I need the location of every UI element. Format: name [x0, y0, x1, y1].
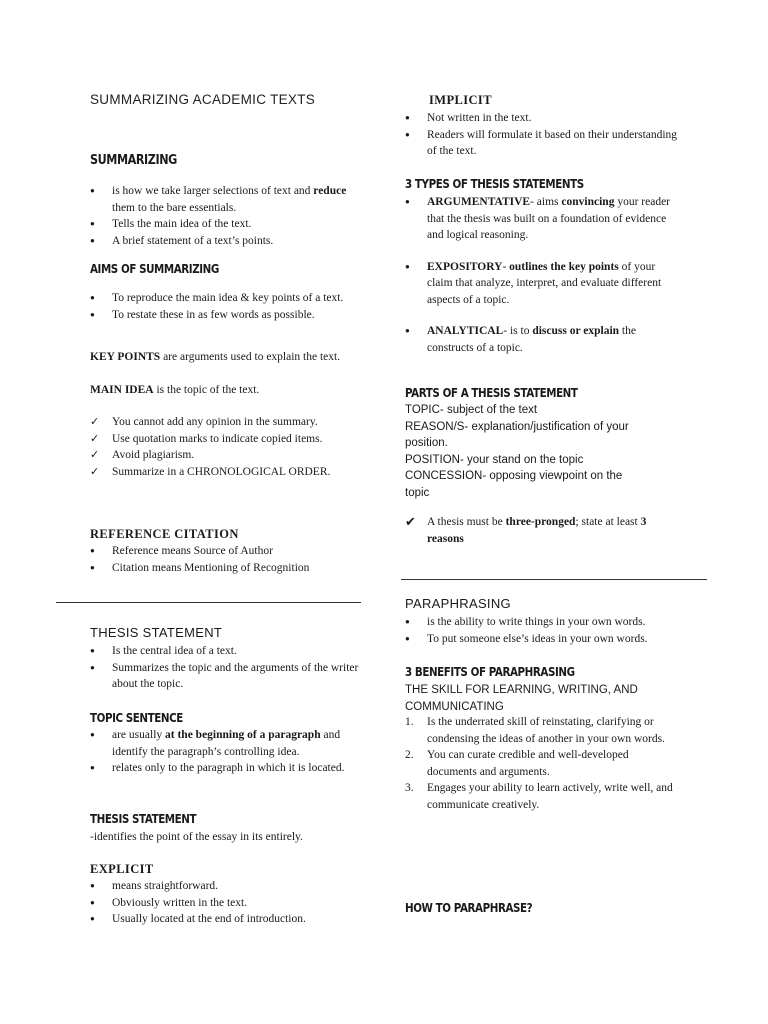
checklist-item	[90, 414, 360, 431]
list-item	[405, 259, 680, 309]
paraphrasing-heading: PARAPHRASING	[405, 596, 511, 611]
main-idea-text: is the topic of the text.	[153, 384, 260, 396]
list-item: ● To put someone else’s ideas in your own words.	[405, 631, 680, 648]
item-number: 3.	[405, 782, 414, 794]
list-item-text: and identify the paragraph’s controlling idea.	[112, 729, 341, 758]
check-icon: ✓	[90, 449, 100, 461]
list-item-bold: EXPOSITORY	[427, 260, 503, 273]
list-item: ● Obviously written in the text.	[90, 895, 360, 912]
list-item: ● Not written in the text.	[405, 110, 680, 127]
list-item	[405, 194, 680, 244]
parts-lines	[405, 402, 645, 501]
list-item: ● To restate these in as few words as possible.	[90, 307, 360, 324]
list-item: ● Reference means Source of Author	[90, 543, 360, 560]
list-item-bold: ARGUMENTATIVE	[427, 196, 531, 208]
list-item: ● Is the central idea of a text.	[90, 643, 360, 660]
types-heading	[405, 176, 680, 194]
numbered-item-text: You can curate credible and well-developed documents and arguments.	[427, 749, 629, 778]
how-to-paraphrase-heading	[405, 900, 680, 918]
list-item-text: are usually	[112, 729, 166, 741]
parts-heading-text: PARTS OF A THESIS STATEMENT	[405, 386, 578, 400]
check-icon: ✓	[90, 465, 100, 478]
list-item-text: of your claim that analyze, interpret, and evaluate different aspects of a topic.	[427, 260, 662, 306]
list-item	[90, 183, 360, 216]
benefits-heading-text: 3 BENEFITS OF PARAPHRASING	[405, 665, 575, 679]
list-item-text: them to the bare essentials.	[112, 201, 237, 214]
thesis-statement-heading: THESIS STATEMENT	[90, 625, 223, 640]
list-item: ● Summarizes the topic and the arguments of the writer about the topic.	[90, 660, 360, 693]
list-item-bold: reduce	[313, 185, 347, 197]
list-item: ● is the ability to write things in your own words.	[405, 614, 680, 631]
summarizing-list	[90, 183, 360, 249]
checklist-bold: three-pronged	[505, 516, 576, 528]
reference-list	[90, 543, 360, 576]
list-item: ● relates only to the paragraph in which it is located.	[90, 760, 360, 777]
document-title: SUMMARIZING ACADEMIC TEXTS	[90, 92, 316, 107]
checklist-item	[405, 514, 680, 547]
item-number: 1.	[405, 716, 414, 728]
check-icon: ✔	[405, 514, 416, 529]
thesis-statement-list	[90, 643, 360, 693]
list-item: ● To reproduce the main idea & key points of a text.	[90, 290, 360, 307]
key-points-term: KEY POINTS	[90, 351, 161, 363]
paraphrasing-list	[405, 614, 680, 647]
summarizing-heading	[90, 153, 360, 170]
explicit-list	[90, 878, 360, 928]
part-line: POSITION- your stand on the topic	[405, 453, 584, 466]
list-item-text: your reader that the thesis was built on a foundation of evidence and logical reasoning.	[427, 196, 671, 241]
numbered-item	[405, 747, 680, 780]
checklist-bold: 3 reasons	[427, 516, 647, 545]
list-item: ● Readers will formulate it based on their understanding of the text.	[405, 127, 680, 160]
check-icon: ✓	[90, 432, 100, 445]
item-number: 2.	[405, 749, 414, 761]
thesis-statement-2-heading	[90, 811, 360, 829]
thesis-statement-2-text: -identifies the point of the essay in its entirely.	[90, 831, 303, 843]
implicit-list	[405, 110, 680, 160]
list-item-text: the constructs of a topic.	[427, 325, 636, 354]
benefits-subheading: THE SKILL FOR LEARNING, WRITING, AND COMMUNICATING	[405, 684, 638, 713]
checklist-text: You cannot add any opinion in the summary.	[112, 416, 318, 428]
list-item: ● Tells the main idea of the text.	[90, 216, 360, 233]
checklist-text: Avoid plagiarism.	[112, 449, 195, 461]
list-item-bold: at the beginning of a paragraph	[165, 729, 321, 741]
aims-list	[90, 290, 360, 323]
types-heading-text: 3 TYPES OF THESIS STATEMENTS	[405, 177, 584, 191]
right-section-divider	[401, 579, 707, 580]
thesis-statement-2-heading-text: THESIS STATEMENT	[90, 812, 197, 826]
parts-heading	[405, 385, 680, 403]
list-item-bold: convincing	[561, 196, 615, 208]
topic-sentence-heading-text: TOPIC SENTENCE	[90, 711, 183, 725]
numbered-item-text: Engages your ability to learn actively, write well, and communicate creatively.	[427, 782, 673, 811]
how-to-paraphrase-heading-text: HOW TO PARAPHRASE?	[405, 901, 533, 915]
list-item-bold: ANALYTICAL	[427, 325, 504, 337]
numbered-item	[405, 780, 680, 813]
checklist-item	[90, 464, 360, 481]
key-points-definition	[90, 349, 360, 366]
pronged-note	[405, 514, 680, 547]
numbered-item	[405, 714, 680, 747]
list-item-bold: discuss or explain	[532, 325, 620, 337]
benefits-heading	[405, 664, 680, 682]
check-icon: ✓	[90, 416, 100, 428]
topic-sentence-heading	[90, 710, 360, 728]
summarizing-heading-text: SUMMARIZING	[90, 153, 177, 168]
numbered-item-text: Is the underrated skill of reinstating, clarifying or condensing the ideas of another in your own words.	[427, 716, 665, 745]
aims-heading	[90, 261, 360, 279]
part-line: TOPIC- subject of the text	[405, 404, 538, 416]
part-line: REASON/S- explanation/justification of your position.	[405, 420, 629, 449]
part-line: CONCESSION- opposing viewpoint on the topic	[405, 470, 623, 499]
benefits-list	[405, 714, 680, 813]
list-item-text: - aims	[530, 196, 562, 208]
list-item: ● Usually located at the end of introduction.	[90, 911, 360, 928]
list-item: ● A brief statement of a text’s points.	[90, 233, 360, 250]
checklist-item	[90, 447, 360, 464]
summary-rules-checklist	[90, 414, 360, 480]
checklist-text: Summarize in a CHRONOLOGICAL ORDER.	[112, 465, 331, 478]
list-item: ● means straightforward.	[90, 878, 360, 895]
list-item: ● Citation means Mentioning of Recognition	[90, 560, 360, 577]
list-item	[405, 323, 680, 356]
list-item-text: - is to	[503, 325, 533, 337]
types-list	[405, 194, 680, 356]
key-points-text: are arguments used to explain the text.	[160, 351, 341, 363]
aims-heading-text: AIMS OF SUMMARIZING	[90, 262, 219, 276]
left-section-divider	[56, 602, 361, 603]
checklist-text: Use quotation marks to indicate copied items.	[112, 432, 323, 445]
list-item-text: is how we take larger selections of text and	[112, 185, 314, 197]
main-idea-term: MAIN IDEA	[90, 384, 154, 396]
list-item-bold: outlines the key points	[509, 260, 619, 273]
list-item-text: -	[502, 260, 510, 273]
implicit-heading: IMPLICIT	[429, 93, 492, 107]
reference-citation-heading: REFERENCE CITATION	[90, 527, 239, 541]
checklist-item	[90, 431, 360, 448]
checklist-text: ; state at least	[575, 516, 641, 528]
list-item	[90, 727, 360, 760]
main-idea-definition	[90, 382, 360, 399]
checklist-text: A thesis must be	[427, 516, 506, 528]
explicit-heading: EXPLICIT	[90, 862, 154, 876]
topic-sentence-list	[90, 727, 360, 777]
